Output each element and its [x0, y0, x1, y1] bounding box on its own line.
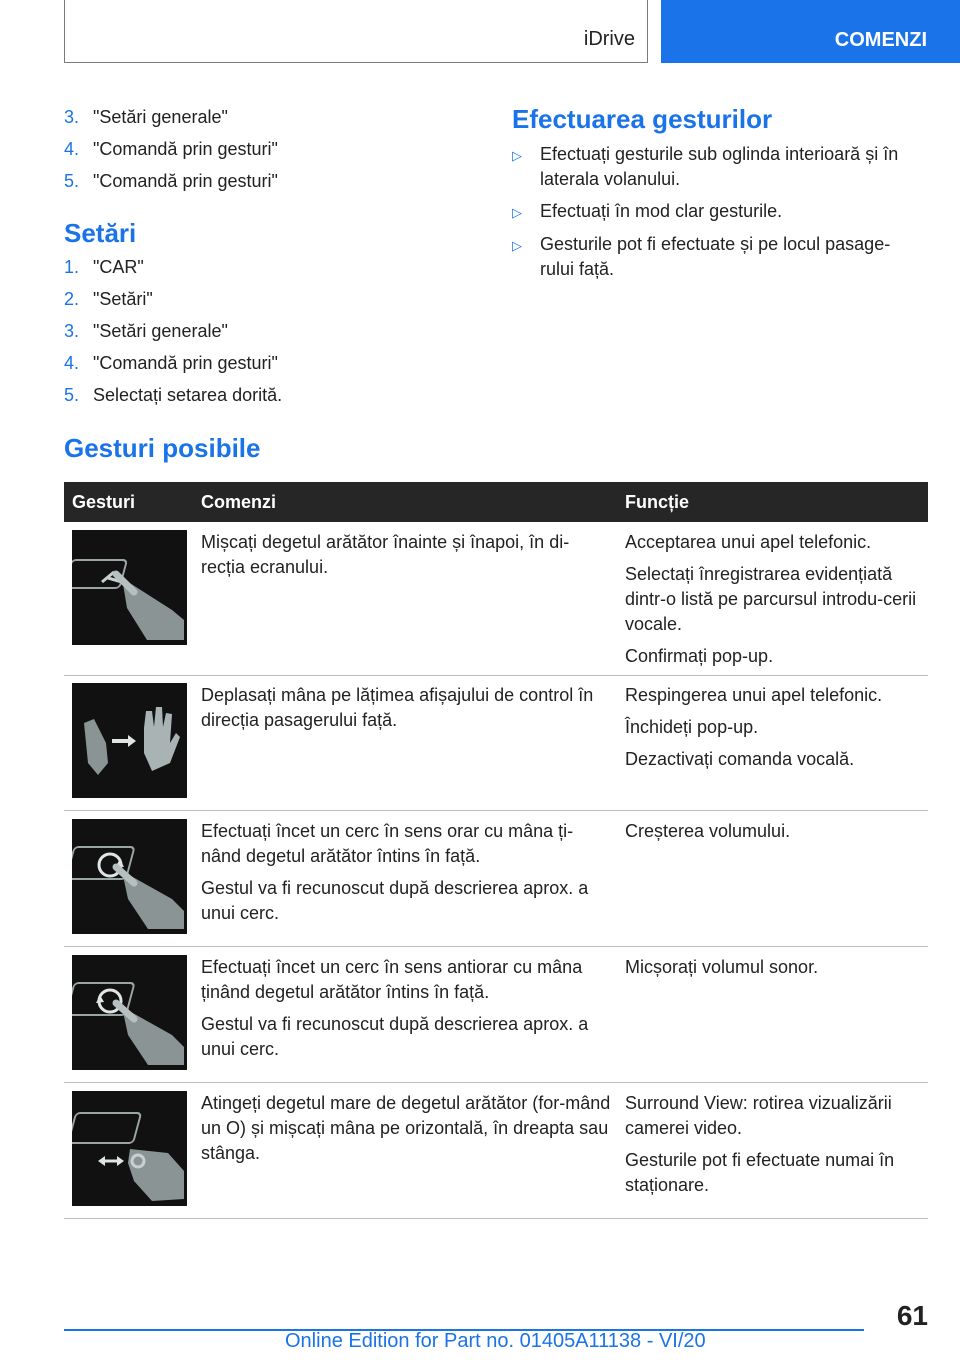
list-item: 4. "Comandă prin gesturi" [64, 139, 278, 159]
command-cell: Mișcați degetul arătător înainte și înapoi, în di-recția ecranului. [201, 532, 570, 577]
hand-swipe-gesture-icon [72, 683, 187, 798]
list-item: 4. "Comandă prin gesturi" [64, 353, 278, 373]
bullet-item: ▷ Efectuați în mod clar gesturile. [512, 199, 922, 225]
table-row [64, 522, 928, 676]
header-frame [64, 0, 648, 63]
list-item: 5. "Comandă prin gesturi" [64, 171, 278, 191]
triangle-bullet-icon: ▷ [512, 205, 522, 220]
finger-point-gesture-icon [72, 530, 187, 645]
function-cell: Creșterea volumului. [625, 821, 791, 841]
setari-steps-list [64, 256, 282, 416]
footer-edition-text: Online Edition for Part no. 01405A11138 - VI/20 [285, 1330, 706, 1352]
function-cell: Surround View: rotirea vizualizării camerei video. Gesturile pot fi efectuate numai în staționare. [625, 1093, 895, 1195]
list-item: 1. "CAR" [64, 257, 144, 277]
header-chapter-label: COMENZI [834, 29, 927, 51]
triangle-bullet-icon: ▷ [512, 238, 522, 253]
bullet-item: ▷ Efectuați gesturile sub oglinda interioară și în laterala volanului. [512, 142, 922, 192]
table-row [64, 1083, 928, 1219]
header-section-label: iDrive [583, 28, 635, 50]
function-cell: Respingerea unui apel telefonic. Închideți pop-up. Dezactivați comanda vocală. [625, 685, 883, 769]
pinch-swipe-gesture-icon [72, 1091, 187, 1206]
function-cell: Acceptarea unui apel telefonic. Selectați înregistrarea evidențiată dintr-o listă pe parcursul introdu-cerii vocale. Confirmați pop-up. [625, 532, 917, 666]
circle-counterclockwise-gesture-icon [72, 955, 187, 1070]
bullet-item: ▷ Gesturile pot fi efectuate și pe locul pasage-rului față. [512, 232, 922, 282]
column-header-functie: Funcție [625, 492, 690, 512]
command-cell: Atingeți degetul mare de degetul arătător (for-mând un O) și mișcați mâna pe orizontală, în dreapta sau stânga. [201, 1093, 611, 1163]
column-header-gesturi: Gesturi [72, 492, 136, 512]
steps-list-top [64, 106, 278, 202]
triangle-bullet-icon: ▷ [512, 148, 522, 163]
table-row [64, 675, 928, 811]
efectuarea-heading: Efectuarea gesturilor [512, 104, 773, 134]
header-chapter-tab [661, 0, 960, 63]
setari-heading: Setări [64, 218, 137, 248]
command-cell: Efectuați încet un cerc în sens orar cu mâna ți-nând degetul arătător întins în față. Gestul va fi recunoscut după descrierea aprox. a unui cerc. [201, 821, 589, 923]
table-row [64, 947, 928, 1083]
function-cell: Micșorați volumul sonor. [625, 957, 819, 977]
efectuarea-bullets [512, 142, 922, 289]
gesturi-heading: Gesturi posibile [64, 433, 261, 463]
list-item: 3. "Setări generale" [64, 321, 228, 341]
command-cell: Deplasați mâna pe lățimea afișajului de control în direcția pasagerului față. [201, 685, 594, 730]
table-row [64, 811, 928, 947]
table-header [64, 482, 928, 522]
column-header-comenzi: Comenzi [201, 492, 277, 512]
list-item: 2. "Setări" [64, 289, 153, 309]
circle-clockwise-gesture-icon [72, 819, 187, 934]
command-cell: Efectuați încet un cerc în sens antiorar cu mâna ținând degetul arătător întins în față. Gestul va fi recunoscut după descrierea aprox. a unui cerc. [201, 957, 589, 1059]
page-number: 61 [896, 1300, 928, 1331]
list-item: 5. Selectați setarea dorită. [64, 385, 283, 405]
list-item: 3. "Setări generale" [64, 107, 228, 127]
